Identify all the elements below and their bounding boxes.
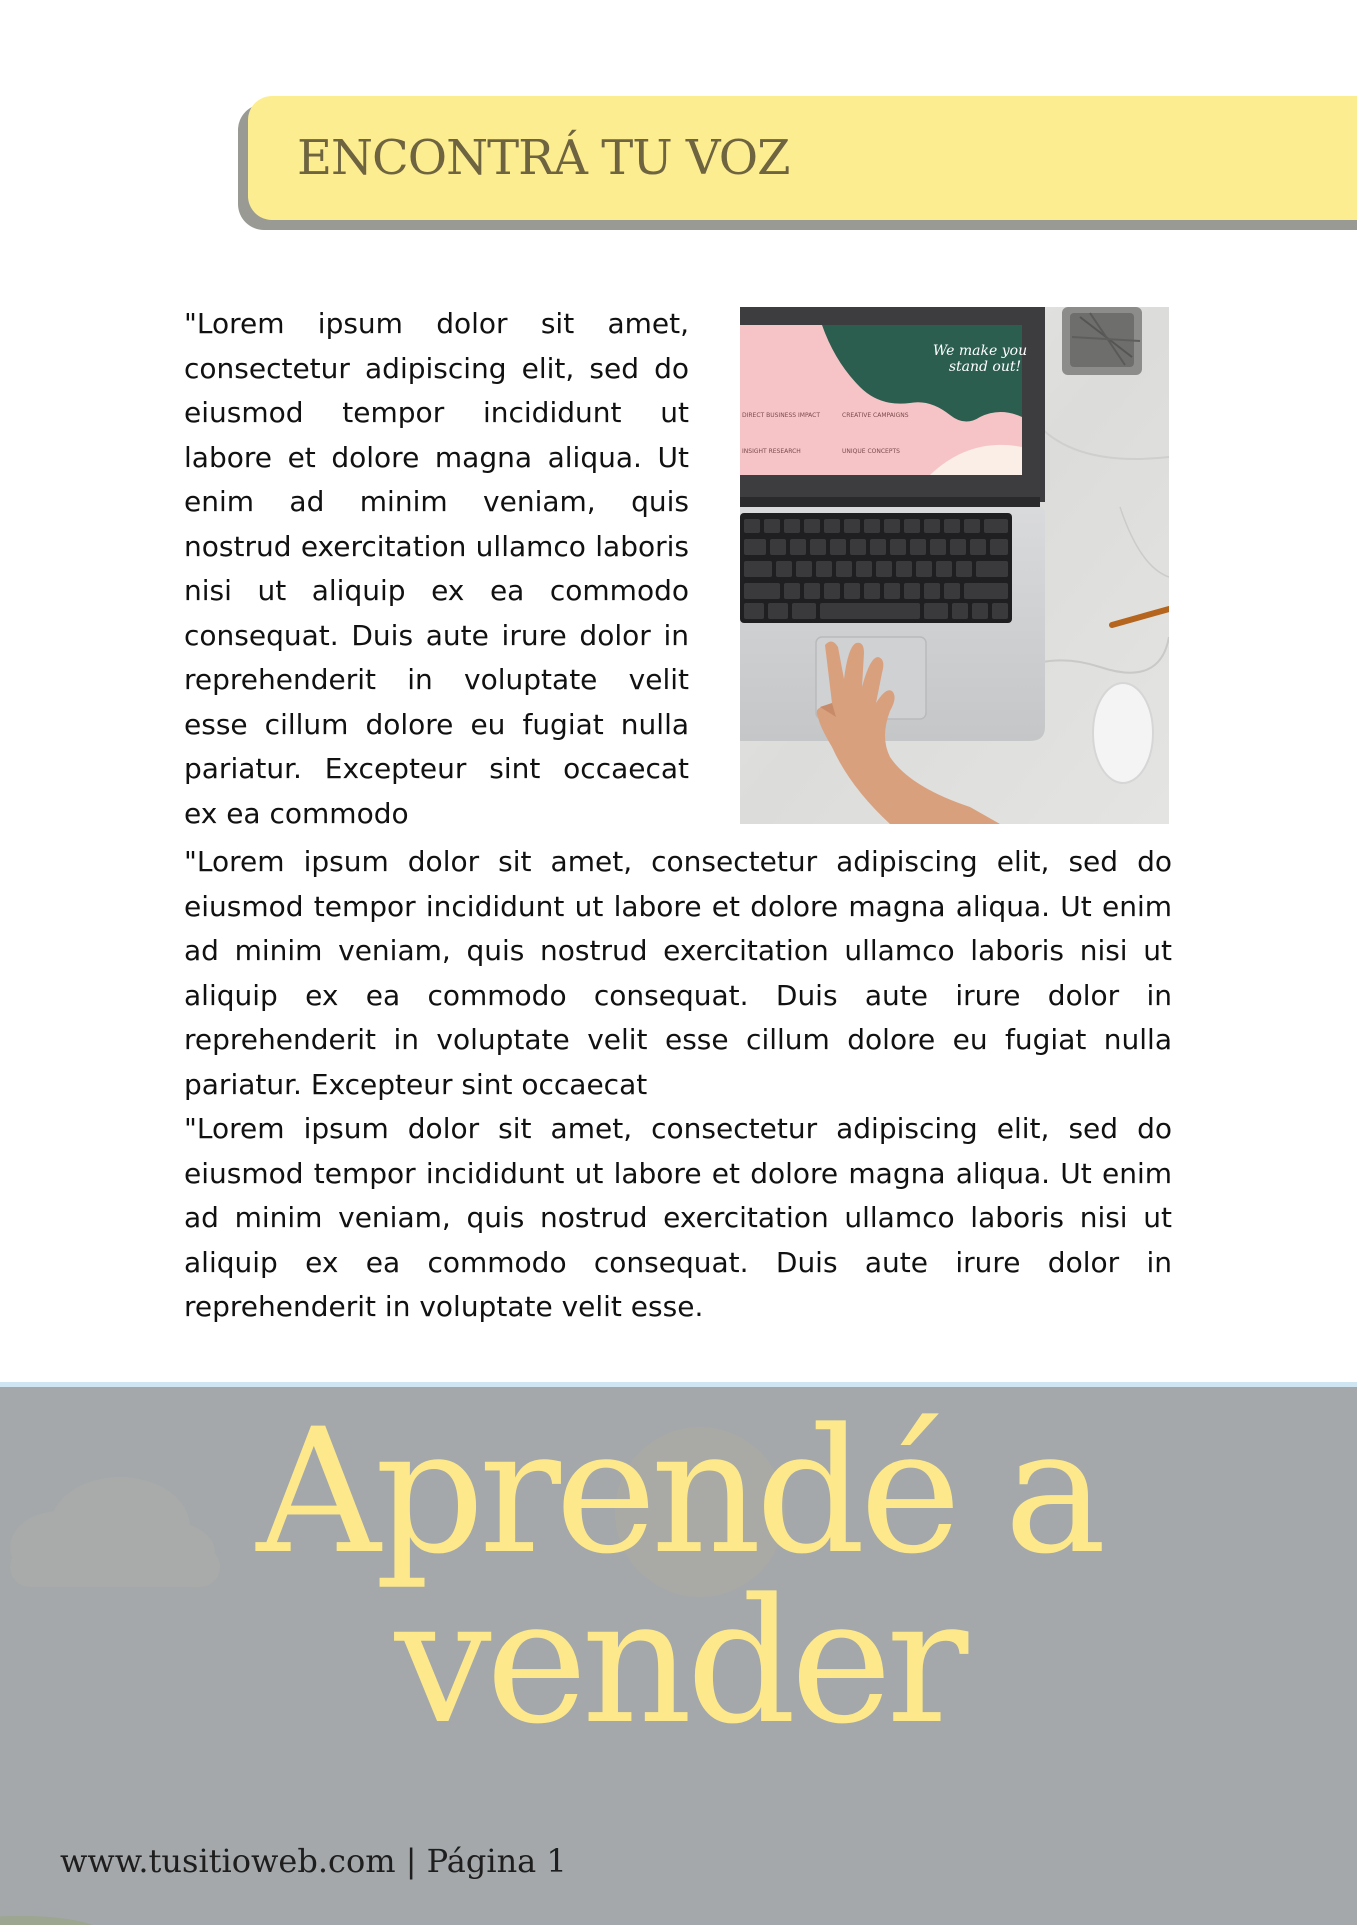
paragraph-2: "Lorem ipsum dolor sit amet, consectetur adipiscing elit, sed do eiusmod tempor incididunt ut labore et dolore magna aliqua. Ut enim ad minim veniam, quis nostrud exercitation ullamco laboris nisi ut aliquip ex ea commodo consequat. Duis aute irure dolor in reprehenderit in voluptate velit esse cillum dolore eu fugiat nulla pariatur. Excepteur sint occaecat	[184, 845, 1172, 1101]
footer-headline-line-2: vender	[394, 1561, 963, 1762]
footer-band	[0, 1382, 1357, 1925]
svg-text:stand out!: stand out!	[948, 359, 1022, 375]
paragraph-3: "Lorem ipsum dolor sit amet, consectetur adipiscing elit, sed do eiusmod tempor incididunt ut labore et dolore magna aliqua. Ut enim ad minim veniam, quis nostrud exercitation ullamco laboris nisi ut aliquip ex ea commodo consequat. Duis aute irure dolor in reprehenderit in voluptate velit esse.	[184, 1112, 1172, 1323]
paragraph-1: "Lorem ipsum dolor sit amet, consectetur adipiscing elit, sed do eiusmod tempor incididunt ut labore et dolore magna aliqua. Ut enim ad minim veniam, quis nostrud exercitation ullamco laboris nisi ut aliquip ex ea commodo consequat. Duis aute irure dolor in reprehenderit in voluptate velit esse cillum dolore eu fugiat nulla pariatur. Excepteur sint occaecat ex ea commodo	[184, 307, 689, 830]
footer-headline	[0, 1391, 1357, 1762]
screen-item-3: INSIGHT RESEARCH	[742, 448, 801, 455]
screen-item-1: DIRECT BUSINESS IMPACT	[742, 412, 821, 419]
section-title: ENCONTRÁ TU VOZ	[297, 130, 790, 186]
footer-separator: |	[405, 1842, 417, 1880]
laptop-photo	[740, 307, 1169, 824]
footer-caption	[60, 1839, 567, 1883]
screen-tagline: We make you	[932, 343, 1028, 359]
screen-item-2: CREATIVE CAMPAIGNS	[842, 412, 909, 419]
footer-site-url: www.tusitioweb.com	[60, 1842, 396, 1880]
screen-item-4: UNIQUE CONCEPTS	[842, 448, 900, 455]
footer-headline-line-1: Aprendé a	[256, 1391, 1101, 1592]
page-number: Página 1	[426, 1842, 567, 1880]
